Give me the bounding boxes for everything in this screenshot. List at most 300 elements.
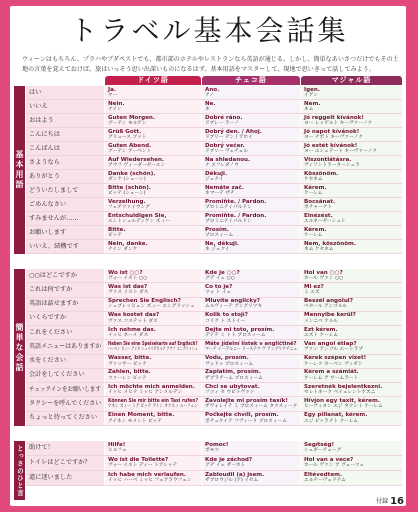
hungarian-phrase-cell [301, 456, 402, 470]
phrase-row [26, 471, 402, 486]
czech-phrase: Mluvíte anglicky? [205, 298, 260, 305]
german-phrase: Bitte (schön). [108, 184, 151, 191]
german-phrase-cell [105, 100, 201, 113]
section-simple-conversation [26, 269, 402, 426]
german-reading: グリュース ゴット [108, 134, 147, 140]
czech-phrase: Dejte mi toto, prosím. [205, 326, 275, 333]
german-phrase: Haben Sie eine Speisekarte auf Englisch? [108, 340, 198, 347]
phrase-row [26, 198, 402, 212]
japanese-phrase: 会計をしてください [29, 371, 85, 379]
czech-reading: ドブリー デン / アホイ [205, 134, 253, 140]
japanese-phrase-cell [26, 340, 104, 353]
section-label-simple-conversation: 簡単な会話 [14, 269, 25, 426]
german-phrase: Wo ist ○○? [108, 269, 143, 276]
german-phrase-cell [105, 397, 201, 410]
japanese-phrase: ありがとう [29, 172, 60, 180]
hungarian-phrase: Beszél angolul? [304, 298, 353, 305]
german-phrase-cell [105, 441, 201, 455]
hungarian-phrase-cell [301, 441, 402, 455]
page-title: トラベル基本会話集 [69, 14, 349, 47]
hungarian-phrase: Kérem. [304, 184, 327, 191]
czech-reading: ポチュケイテ フヴィーリ プロスィーム [205, 418, 288, 424]
phrase-row [26, 412, 402, 426]
hungarian-phrase-cell [301, 226, 402, 239]
hungarian-phrase: Kérem. [304, 226, 327, 233]
german-phrase: Ich möchte mich anmelden. [108, 383, 195, 390]
german-phrase: Einen Moment, bitte. [108, 412, 175, 419]
hungarian-reading: イゲン [304, 92, 318, 98]
czech-phrase: Promiňte. / Pardon. [205, 198, 267, 205]
german-reading: フェアツァイウング [108, 204, 150, 210]
hungarian-phrase: Kérem a számlát. [304, 369, 359, 376]
phrase-row [26, 312, 402, 326]
german-reading: ケネン ズィー ミア ビッテ アイン タクスィ ルーフェン [108, 404, 198, 410]
czech-phrase-cell [202, 198, 300, 211]
german-phrase-cell [105, 184, 201, 197]
section-label-basic-terms: 基本用語 [14, 86, 25, 254]
japanese-phrase: お願いします [29, 228, 67, 236]
czech-phrase-cell [202, 86, 300, 99]
hungarian-reading: ボチャーナト [304, 204, 332, 210]
czech-reading: デイテ ミ トト プロスィーム [205, 332, 266, 338]
phrase-row [26, 184, 402, 198]
hungarian-reading: エジ ピッラナト ケーレム [304, 418, 359, 424]
czech-phrase-cell [202, 269, 300, 282]
german-reading: イッヒ ハーベ ミッヒ フェアラウフェン [108, 478, 192, 484]
hungarian-reading: エルネーゼーシュト [304, 218, 346, 224]
czech-phrase: Chci se ubytovat. [205, 383, 260, 390]
hungarian-phrase-cell [301, 326, 402, 339]
japanese-phrase: タクシーを呼んでください [29, 400, 102, 408]
czech-phrase-cell [202, 170, 300, 183]
czech-phrase: Na shledanou. [205, 156, 251, 163]
phrase-row [26, 326, 402, 340]
hungarian-phrase-cell [301, 198, 402, 211]
hungarian-phrase-cell [301, 86, 402, 99]
czech-phrase: Pomoc! [205, 442, 229, 448]
japanese-phrase-cell [26, 471, 104, 485]
german-reading: アイネン モメント ビッテ [108, 418, 162, 424]
hungarian-phrase: Elnézést. [304, 212, 333, 219]
phrase-row [26, 170, 402, 184]
japanese-phrase-cell [26, 114, 104, 127]
japanese-phrase: いくらですか [29, 314, 67, 322]
german-reading: ツァーレン ビッテ [108, 375, 147, 381]
german-phrase: Bitte. [108, 226, 126, 233]
hungarian-phrase: Ezt kérem. [304, 326, 338, 333]
phrase-row [26, 100, 402, 114]
hungarian-phrase-cell [301, 312, 402, 325]
german-reading: ヒルフェ [108, 448, 127, 454]
german-reading: エントシュルディゲン ズィー [108, 218, 171, 224]
czech-phrase-cell [202, 283, 300, 296]
phrase-row [26, 156, 402, 170]
japanese-phrase-cell [26, 369, 104, 382]
japanese-phrase-cell [26, 100, 104, 113]
czech-phrase-cell [202, 369, 300, 382]
hungarian-phrase-cell [301, 156, 402, 169]
japanese-phrase: いいえ [29, 102, 48, 110]
japanese-phrase: ごめんなさい [29, 200, 67, 208]
japanese-phrase: ちょっと待ってください [29, 414, 98, 422]
czech-reading: ドブレー ラーノ [205, 120, 239, 126]
hungarian-phrase: Jó napot kívánok! [304, 128, 360, 135]
hungarian-phrase-cell [301, 355, 402, 368]
german-phrase-cell [105, 142, 201, 155]
hungarian-phrase: Egy pillanat, kérem. [304, 412, 368, 419]
german-reading: ヤー [108, 92, 118, 98]
hungarian-reading: ケセネム [304, 176, 323, 182]
hungarian-phrase-cell [301, 114, 402, 127]
czech-reading: アノ [205, 92, 214, 98]
german-phrase-cell [105, 412, 201, 425]
japanese-phrase-cell [26, 226, 104, 239]
japanese-phrase-cell [26, 326, 104, 339]
hungarian-reading: ケーレム [304, 190, 323, 196]
hungarian-reading: ミ エズ [304, 290, 320, 296]
japanese-phrase: 水をください [29, 357, 67, 365]
czech-phrase-cell [202, 471, 300, 485]
czech-reading: ヴォドゥ プロスィーム [205, 361, 254, 367]
czech-phrase: Co to je? [205, 283, 233, 290]
german-phrase-cell [105, 212, 201, 225]
german-reading: ビッテ [108, 232, 122, 238]
czech-phrase: Ne. [205, 100, 216, 107]
czech-phrase-cell [202, 142, 300, 155]
japanese-phrase: おはよう [29, 116, 54, 124]
czech-phrase-cell [202, 312, 300, 325]
german-phrase-cell [105, 226, 201, 239]
phrase-row [26, 86, 402, 100]
czech-phrase-cell [202, 456, 300, 470]
phrase-row [26, 226, 402, 240]
czech-phrase: Máte jídelní lístek v angličtině? [205, 340, 297, 347]
german-phrase-cell [105, 340, 201, 353]
german-phrase: Sprechen Sie Englisch? [108, 298, 181, 305]
german-phrase: Ich habe mich verlaufen. [108, 472, 187, 478]
czech-phrase-cell [202, 412, 300, 425]
german-phrase-cell [105, 283, 201, 296]
hungarian-reading: ヨー ナポト キーヴァーノク [304, 134, 363, 140]
hungarian-phrase-cell [301, 170, 402, 183]
czech-phrase-cell [202, 326, 300, 339]
czech-phrase-cell [202, 397, 300, 410]
japanese-phrase: さようなら [29, 158, 60, 166]
czech-phrase-cell [202, 226, 300, 239]
page-number: 16 [390, 496, 404, 507]
hungarian-phrase-cell [301, 142, 402, 155]
japanese-phrase-cell [26, 184, 104, 197]
czech-phrase-cell [202, 212, 300, 225]
appendix-label: 付録 [376, 498, 389, 505]
german-phrase-cell [105, 114, 201, 127]
german-reading: ヴァス コステット ダス [108, 318, 158, 324]
german-phrase-cell [105, 198, 201, 211]
section-label-quick-phrases: とっさのひと言 [14, 441, 25, 500]
japanese-phrase-cell [26, 142, 104, 155]
hungarian-phrase: Hol van ○○? [304, 269, 343, 276]
japanese-phrase-cell [26, 456, 104, 470]
phrase-row [26, 298, 402, 312]
japanese-phrase: これは何ですか [29, 285, 73, 293]
hungarian-phrase: Mi ez? [304, 283, 324, 290]
japanese-phrase-cell [26, 86, 104, 99]
hungarian-phrase-cell [301, 128, 402, 141]
hungarian-phrase: Köszönöm. [304, 170, 339, 177]
czech-phrase: Zaplatím, prosím. [205, 369, 261, 376]
hungarian-reading: ヴィソントラーターシュラ [304, 162, 360, 168]
german-reading: ビッテ (シェーン) [108, 190, 146, 196]
hungarian-reading: ホール ヴァン ○○ [304, 275, 344, 281]
german-phrase: Hilfe! [108, 442, 126, 448]
phrase-row [26, 283, 402, 297]
czech-reading: ザブロウジル (ア) イセム [205, 478, 259, 484]
japanese-phrase-cell [26, 383, 104, 396]
german-reading: ナイン ダンケ [108, 246, 138, 252]
phrase-row [26, 456, 402, 471]
german-phrase: Wasser, bitte. [108, 355, 152, 362]
czech-phrase-cell [202, 240, 300, 253]
hungarian-phrase: Nem. [304, 100, 321, 107]
czech-phrase: Prosím. [205, 226, 229, 233]
german-phrase-cell [105, 355, 201, 368]
german-phrase: Guten Abend. [108, 142, 152, 149]
japanese-phrase: すみませんが…… [29, 214, 79, 222]
german-phrase: Können Sie mir bitte ein Taxi rufen? [108, 398, 199, 405]
german-reading: ダンケ (シェーン) [108, 176, 146, 182]
hungarian-phrase: Viszontlátásra. [304, 156, 352, 163]
czech-reading: コリク ト ストイー [205, 318, 246, 324]
hungarian-reading: ヴァン アンゴル エートラプ [304, 347, 363, 353]
japanese-phrase-cell [26, 198, 104, 211]
german-reading: ヴァス イスト ダス [108, 290, 149, 296]
hungarian-reading: ホール ヴァン ア ヴェーツェ [304, 463, 365, 469]
hungarian-reading: ケーレム [304, 232, 323, 238]
intro-text: ウィーンはもちろん、プラハやブダペストでも、都市部のホテルやレストランなら英語が通じる。しかし、簡単なあいさつだけでもその土地の言葉を覚えておけば、旅はいっそう思い出深いものになるはず。基本用語をマスターして、現地で思いきって話してみよう。 [22, 56, 399, 73]
czech-phrase: Kde je ○○? [205, 269, 240, 276]
japanese-phrase: いいえ、結構です [29, 242, 79, 250]
hungarian-reading: ケーレム ア サームラート [304, 375, 359, 381]
czech-reading: フツィ セ ウビトヴァト [205, 390, 255, 396]
phrase-row [26, 142, 402, 156]
czech-reading: ジェクイ [205, 176, 224, 182]
german-phrase: Auf Wiedersehen. [108, 156, 165, 163]
german-phrase: Verzeihung. [108, 198, 146, 205]
hungarian-reading: ベセール アンゴルル [304, 304, 348, 310]
german-phrase-cell [105, 326, 201, 339]
phrase-row [26, 269, 402, 283]
czech-reading: ネ [205, 106, 210, 112]
hungarian-reading: メンニベ ケルル [304, 318, 338, 324]
czech-phrase-cell [202, 383, 300, 396]
hungarian-phrase-cell [301, 212, 402, 225]
german-reading: ナイン [108, 106, 122, 112]
hungarian-phrase-cell [301, 340, 402, 353]
phrase-row [26, 355, 402, 369]
german-phrase-cell [105, 369, 201, 382]
hungarian-reading: ヨー レッゲルト キーヴァーノク [304, 120, 373, 126]
hungarian-reading: ヨー エシュテート キーヴァーノク [304, 148, 377, 154]
hungarian-phrase: Nem, köszönöm. [304, 240, 356, 247]
japanese-phrase-cell [26, 128, 104, 141]
phrase-row [26, 340, 402, 354]
czech-phrase: Promiňte. / Pardon. [205, 212, 267, 219]
page-number-badge [368, 489, 404, 507]
german-phrase: Wo ist die Toilette? [108, 457, 169, 463]
hungarian-phrase: Jó reggelt kívánok! [304, 114, 364, 121]
hungarian-reading: エルテーヴェドテム [304, 478, 346, 484]
czech-phrase: Ano. [205, 86, 220, 93]
hungarian-reading: エズト ケーレム [304, 332, 339, 338]
phrase-row [26, 383, 402, 397]
hungarian-reading: ネム [304, 106, 314, 112]
czech-phrase: Kde je záchod? [205, 457, 253, 463]
czech-phrase-cell [202, 355, 300, 368]
hungarian-phrase: Hol van a vece? [304, 457, 354, 463]
hungarian-phrase-cell [301, 283, 402, 296]
japanese-phrase: 道に迷いました [29, 474, 73, 481]
japanese-phrase-cell [26, 212, 104, 225]
german-reading: イッヒ ネーメ ダス [108, 332, 149, 338]
phrase-row [26, 114, 402, 128]
hungarian-phrase-cell [301, 471, 402, 485]
german-phrase: Danke (schön). [108, 170, 156, 177]
german-phrase-cell [105, 128, 201, 141]
header-hungarian: マジャル語 [301, 76, 402, 85]
hungarian-phrase-cell [301, 369, 402, 382]
czech-reading: プロスィーム [205, 232, 234, 238]
german-reading: イッヒ メヒテ ミッヒ アンメルデン [108, 390, 183, 396]
german-phrase-cell [105, 240, 201, 253]
phrase-row [26, 128, 402, 142]
czech-reading: プロミニテ / パルドン [205, 218, 252, 224]
german-phrase-cell [105, 383, 201, 396]
czech-phrase: Nemáte zač. [205, 184, 244, 191]
german-phrase-cell [105, 269, 201, 282]
czech-phrase-cell [202, 128, 300, 141]
hungarian-reading: ヒーヴィヨン エジ タクシト ケーレム [304, 404, 383, 410]
japanese-phrase-cell [26, 240, 104, 253]
czech-phrase: Kolik to stojí? [205, 312, 248, 319]
phrase-row [26, 240, 402, 254]
german-phrase: Was ist das? [108, 283, 148, 290]
czech-phrase-cell [202, 156, 300, 169]
czech-phrase: Vodu, prosím. [205, 355, 249, 362]
header-czech: チェコ語 [202, 76, 300, 85]
czech-reading: ムルヴィーテ アングリツキ [205, 304, 263, 310]
hungarian-phrase: Kérek szépen vizet! [304, 355, 367, 362]
german-reading: ヴォー イスト ○○ [108, 275, 148, 281]
czech-phrase: Děkuji. [205, 170, 228, 177]
japanese-phrase: トイレはどこですか？ [29, 459, 91, 466]
japanese-phrase: こんばんは [29, 144, 60, 152]
german-phrase-cell [105, 471, 201, 485]
czech-reading: ポモツ [205, 448, 220, 454]
japanese-phrase-cell [26, 170, 104, 183]
hungarian-reading: ケーレク セーペン ヴィゼト [304, 361, 363, 367]
german-reading: シュプレッヒェン ズィー エングリッシュ [108, 304, 195, 310]
hungarian-phrase: Hívjon egy taxit, kérem. [304, 398, 380, 405]
phrase-row [26, 441, 402, 456]
hungarian-reading: ネム ケセネム [304, 246, 334, 252]
czech-phrase: Počkejte chvíli, prosím. [205, 412, 279, 419]
german-phrase: Nein. [108, 100, 125, 107]
japanese-phrase-cell [26, 312, 104, 325]
section-basic-terms [26, 86, 402, 254]
hungarian-phrase: Van angol étlap? [304, 340, 357, 347]
german-phrase-cell [105, 86, 201, 99]
german-phrase-cell [105, 156, 201, 169]
german-phrase: Grüß Gott. [108, 128, 142, 135]
japanese-phrase: ○○はどこですか [29, 271, 77, 279]
czech-reading: プロミニテ / パルドン [205, 204, 252, 210]
japanese-phrase-cell [26, 397, 104, 410]
japanese-phrase-cell [26, 412, 104, 425]
german-phrase-cell [105, 312, 201, 325]
czech-phrase: Dobrý den. / Ahoj. [205, 128, 262, 135]
japanese-phrase-cell [26, 441, 104, 455]
czech-phrase: Dobrý večer. [205, 142, 245, 149]
czech-reading: ネ ジェクイ [205, 246, 230, 252]
german-reading: ヴォー イスト ディー トアレッテ [108, 463, 178, 469]
czech-phrase-cell [202, 184, 300, 197]
czech-phrase-cell [202, 100, 300, 113]
japanese-phrase-cell [26, 355, 104, 368]
czech-phrase-cell [202, 298, 300, 311]
phrase-row [26, 212, 402, 226]
czech-reading: ネマーテ ザチ [205, 190, 235, 196]
czech-reading: グデ イェ ザーホト [205, 463, 246, 469]
czech-reading: マーテ イーデルニー リーステク ヴ アングリチチニェ [205, 347, 298, 353]
hungarian-phrase: Szeretnék bejelentkezni. [304, 383, 383, 390]
hungarian-phrase: Igen. [304, 86, 320, 93]
hungarian-phrase: Mennyibe kerül? [304, 312, 356, 319]
czech-reading: ドブリー ヴェチェル [205, 148, 249, 154]
czech-phrase: Zavolejte mi prosím taxík! [205, 398, 288, 405]
czech-phrase: Zabloudil (a) jsem. [205, 472, 265, 478]
hungarian-phrase-cell [301, 298, 402, 311]
czech-phrase-cell [202, 441, 300, 455]
german-reading: グーテン アーベント [108, 148, 152, 154]
german-phrase: Entschuldigen Sie, [108, 212, 167, 219]
czech-phrase-cell [202, 340, 300, 353]
german-phrase: Ich nehme das. [108, 326, 156, 333]
japanese-phrase: どういたしまして [29, 186, 79, 194]
hungarian-phrase-cell [301, 397, 402, 410]
header-german: ドイツ語 [105, 76, 201, 85]
czech-phrase: Ne, děkuji. [205, 240, 240, 247]
czech-reading: ザプラチーム プロスィーム [205, 375, 263, 381]
hungarian-phrase-cell [301, 412, 402, 425]
hungarian-phrase-cell [301, 100, 402, 113]
hungarian-phrase: Eltévedtem. [304, 472, 343, 478]
czech-phrase: Dobré ráno. [205, 114, 243, 121]
german-phrase: Zahlen, bitte. [108, 369, 151, 376]
hungarian-phrase-cell [301, 240, 402, 253]
japanese-phrase: チェックインをお願いします [29, 385, 101, 393]
hungarian-phrase: Bocsánat. [304, 198, 336, 205]
czech-reading: ザヴォレイテ ミ プロスィーム タクスィーク [205, 404, 298, 410]
hungarian-phrase-cell [301, 184, 402, 197]
japanese-phrase: 英語メニューはありますか [29, 342, 102, 350]
hungarian-reading: シェギーチェーグ [304, 448, 342, 454]
hungarian-phrase: Jó estét kívánok! [304, 142, 358, 149]
german-phrase: Nein, danke. [108, 240, 148, 247]
hungarian-phrase-cell [301, 383, 402, 396]
czech-phrase-cell [202, 114, 300, 127]
japanese-phrase-cell [26, 283, 104, 296]
german-phrase: Guten Morgen. [108, 114, 156, 121]
